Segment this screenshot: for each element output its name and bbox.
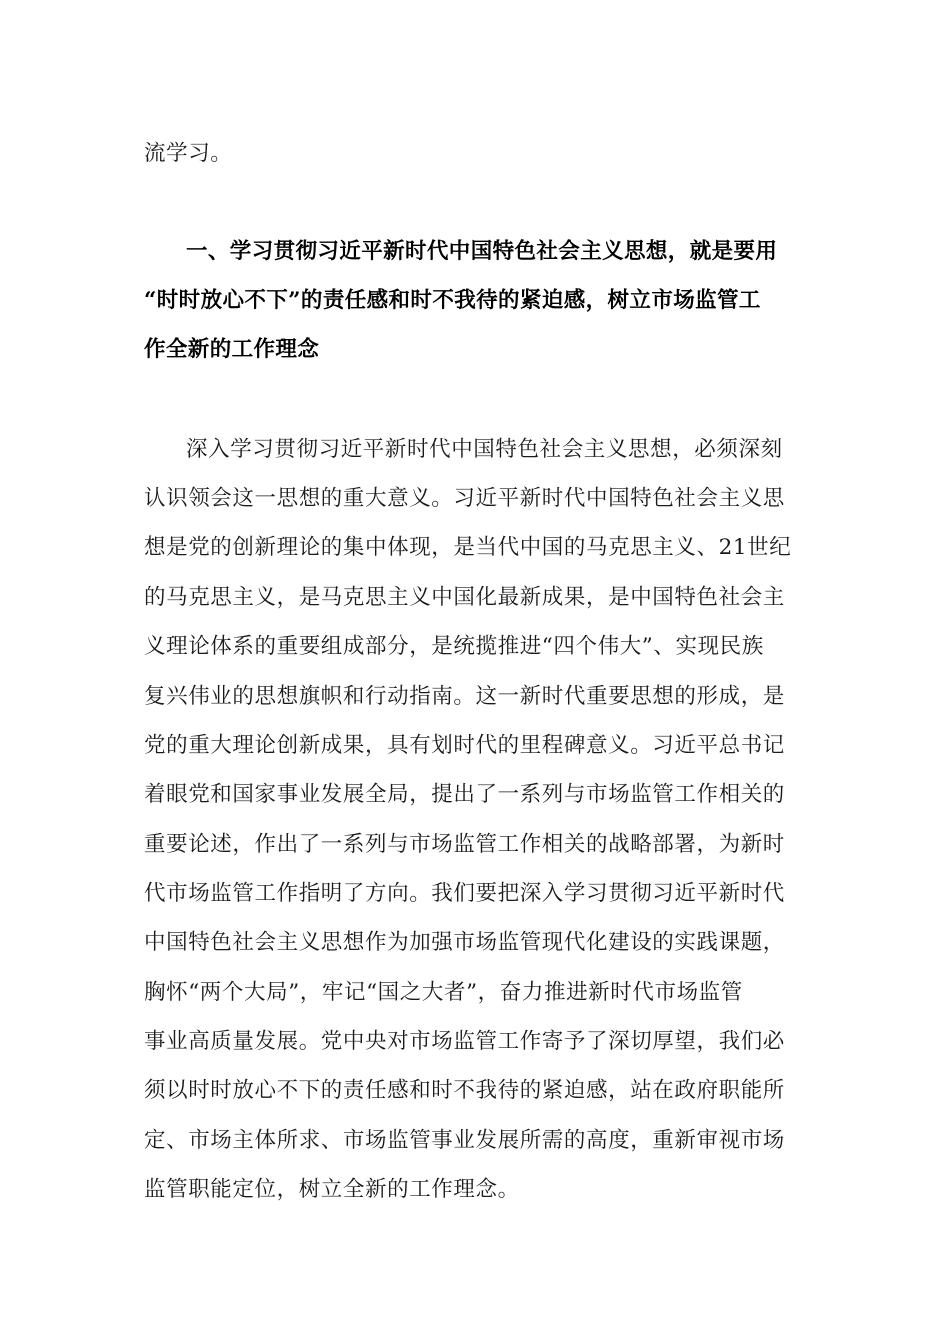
paragraph-line: 定、市场主体所求、市场监管事业发展所需的高度，重新审视市场 (144, 1128, 785, 1153)
paragraph-line: 着眼党和国家事业发展全局，提出了一系列与市场监管工作相关的 (144, 782, 785, 807)
paragraph-line: 中国特色社会主义思想作为加强市场监管现代化建设的实践课题， (144, 930, 785, 955)
paragraph-line: 想是党的创新理论的集中体现，是当代中国的马克思主义、21世纪 (144, 535, 792, 560)
heading-line: “时时放心不下”的责任感和时不我待的紧迫感，树立市场监管工 (144, 288, 761, 313)
paragraph-line: 须以时时放心不下的责任感和时不我待的紧迫感，站在政府职能所 (144, 1078, 785, 1103)
paragraph-line: 复兴伟业的思想旗帜和行动指南。这一新时代重要思想的形成，是 (144, 684, 785, 709)
paragraph-line: 胸怀“两个大局”，牢记“国之大者”，奋力推进新时代市场监管 (144, 980, 743, 1005)
paragraph-line: 的马克思主义，是马克思主义中国化最新成果，是中国特色社会主 (144, 585, 785, 610)
continuation-text: 流学习。 (144, 141, 233, 166)
paragraph-line: 深入学习贯彻习近平新时代中国特色社会主义思想，必须深刻 (186, 437, 783, 462)
heading-line: 作全新的工作理念 (144, 337, 320, 362)
paragraph-line: 认识领会这一思想的重大意义。习近平新时代中国特色社会主义思 (144, 486, 785, 511)
paragraph-line: 事业高质量发展。党中央对市场监管工作寄予了深切厚望，我们必 (144, 1029, 785, 1054)
paragraph-line: 代市场监管工作指明了方向。我们要把深入学习贯彻习近平新时代 (144, 881, 785, 906)
paragraph-line: 义理论体系的重要组成部分，是统揽推进“四个伟大”、实现民族 (144, 634, 764, 659)
paragraph-line: 监管职能定位，树立全新的工作理念。 (144, 1177, 520, 1202)
paragraph-line: 党的重大理论创新成果，具有划时代的里程碑意义。习近平总书记 (144, 733, 785, 758)
heading-line: 一、学习贯彻习近平新时代中国特色社会主义思想，就是要用 (186, 239, 778, 264)
paragraph-line: 重要论述，作出了一系列与市场监管工作相关的战略部署，为新时 (144, 832, 785, 857)
